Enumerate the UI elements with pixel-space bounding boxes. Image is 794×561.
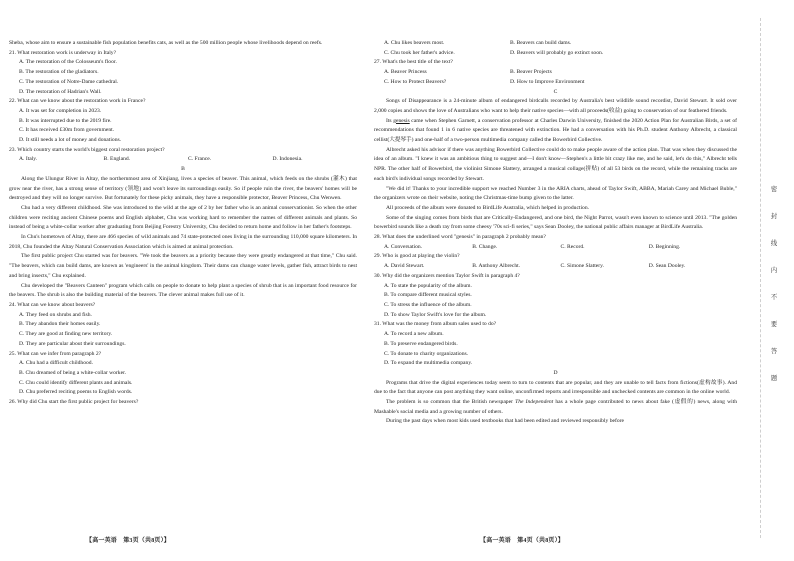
passage-d-paragraph-1: Programs that drive the digital experiences today seem to turn to contents that are popular, and they are unable to tell facts from fictions(虚构故事). And due to the fact that anyone can post anything they want online, unconfirmed reports and irresponsible and unchecked contents are common in the online world. [374, 379, 737, 396]
passage-b-paragraph-4: The first public project Chu started was for beavers. "We took the beavers as a priority because they were greatly endangered at that time," Chu said. "The beavers, which can build dams, are known as 'engineers' in the animal kingdom. Their dams can change water levels, gather fish, attract birds to nest and bring insects," Chu explained. [9, 253, 357, 279]
p2-prefix: Its [386, 117, 394, 124]
passage-a-ending: Sheba, whose aim to ensure a sustainable fish population benefits cats, as well as the 500 million people whose livelihoods depend on reefs. [9, 40, 323, 46]
q26-options-row-1 [374, 39, 737, 49]
q27-option-c: C. How to Protect Beavers? [384, 78, 447, 85]
q29-option-a: A. David Stewart. [384, 263, 425, 270]
question-26: 26. Why did Chu start the first public project for beavers? [9, 399, 139, 406]
seal-line-notice [769, 185, 779, 401]
question-21: 21. What restoration work is underway in Italy? [9, 49, 117, 56]
q25-option-b: B. Chu dreamed of being a white-collar worker. [19, 369, 127, 376]
passage-c-paragraph-6: Some of the singing comes from birds that are Critically-Endangered, and one bird, the Night Parrot, wasn't even known to science until 2013. "The golden bowerbird sounds like a death ray from some cheesy '70s sci-fi series," says Sean Dooley, the national public affairs manager at BirdLife Australia. [374, 214, 737, 231]
question-28: 28. What does the underlined word "genesis" in paragraph 2 probably mean? [374, 234, 546, 241]
seal-char-2: 封 [770, 213, 778, 220]
q24-option-c: C. They are good at finding new territory. [19, 331, 113, 338]
q21-option-c: C. The restoration of Notre-Dame cathedral. [19, 78, 119, 85]
d2-suffix: has a whole page contributed to news about fake (虚假的) news, along with Mashable's social media and a growing number of others. [374, 399, 738, 415]
q23-option-c: C. France. [188, 156, 212, 163]
q29-option-d: D. Sean Dooley. [648, 263, 686, 270]
passage-c-paragraph-3: Albrecht asked his advisor if there was anything Bowerbird Collective could do to make people aware of the action plan. That was when they discussed the idea of an album. "I knew it was an ambitious thing to suggest and—I don't know—Stephen's a little bit crazy like me, and he said, let's do this," Albrecht tells NPR. The other half of Bowerbird, the violinist Simone Slattery, arranged a musical collage(拼贴) of all 53 birds on the record, while the remaining tracks are each bird's individual songs recorded by Stewart. [374, 146, 737, 182]
q24-option-b: B. They abandon their homes easily. [19, 321, 101, 328]
q31-option-d: D. To expand the multimedia company. [384, 360, 473, 367]
seal-char-4: 内 [770, 267, 778, 274]
seal-char-1: 密 [770, 186, 778, 193]
seal-char-3: 线 [770, 240, 778, 247]
passage-b-paragraph-1: Along the Ulungur River in Altay, the northernmost area of Xinjiang, lives a species of beaver. This animal, which feeds on the shrubs (灌木) that grow near the river, has a strong sense of territory (领地) and won't leave its surroundings easily. So if people ruin the river, the beavers' homes will be destroyed and they will no longer survive. But fortunately for these picky animals, they have a responsible protector, Beaver Princess, Chu Wenwen. [9, 175, 357, 202]
passage-c-paragraph-1: Songs of Disappearance is a 24-minute album of endangered birdcalls recorded by Australia's best wildlife sound recordist, David Stewart. It sold over 2,000 copies and shows the love of Australians who want to help their native species—with all proceeds(收益) going to conservation of our feathered friends. [374, 98, 737, 114]
seal-char-6: 要 [770, 321, 778, 328]
q23-options [9, 155, 357, 165]
q27-options-row-1 [374, 68, 737, 78]
q30-option-b: B. To compare different musical styles. [384, 292, 472, 299]
q29-option-c: C. Simone Slattery. [560, 263, 604, 270]
q28-option-b: B. Change. [472, 243, 498, 250]
q30-option-d: D. To show Taylor Swift's love for the album. [384, 311, 487, 318]
section-d-heading: D [553, 369, 558, 376]
q30-option-a: A. To state the popularity of the album. [384, 282, 472, 289]
question-22: 22. What can we know about the restoration work in France? [9, 98, 146, 105]
q27-options-row-2 [374, 78, 737, 88]
q22-option-a: A. It was set for completion in 2023. [19, 107, 102, 114]
question-29: 29. Who is good at playing the violin? [374, 253, 460, 260]
q27-option-a: A. Beaver Princess [384, 69, 427, 76]
p2-suffix: came when Stephen Garnett, a conservation professor at Charles Darwin University, finished the 2020 Action Plan for Australian Birds, a set of recommendations that found 1 in 6 native species are threatened with extinction. He had a conversation with his Ph.D. student Anthony Albrecht, a classical cellist(大提琴手) and one-half of a two-person multimedia company called the Bowerbird Collective. [374, 117, 737, 144]
passage-b-paragraph-3: In Chu's hometown of Altay, there are 466 species of wild animals and 74 state-protected ones living in the surrounding 110,000 square kilometers. In 2018, Chu founded the Altay Natural Conservation Association which is aimed at animal protection. [9, 234, 357, 250]
q29-options [374, 262, 737, 272]
q31-option-b: B. To preserve endangered birds. [384, 340, 458, 347]
passage-c-paragraph-5: All proceeds of the album were donated to BirdLife Australia, which helped in production. [386, 204, 590, 211]
q25-option-a: A. Chu had a difficult childhood. [19, 360, 94, 367]
q21-option-d: D. The restoration of Hadrian's Wall. [19, 88, 102, 95]
q28-option-d: D. Beginning. [648, 243, 681, 250]
q22-option-d: D. It still needs a lot of money and donations. [19, 137, 122, 144]
underlined-word-genesis: genesis [393, 117, 410, 124]
question-27: 27. What's the best title of the text? [374, 59, 453, 66]
q22-option-b: B. It was interrupted due to the 2019 fire. [19, 117, 112, 124]
question-25: 25. What can we infer from paragraph 2? [9, 350, 102, 357]
passage-d-paragraph-2 [374, 398, 737, 417]
q25-option-c: C. Chu could identify different plants and animals. [19, 379, 133, 386]
q27-option-b: B. Beaver Projects [510, 69, 552, 76]
page-footer-left: 【高一英语 第3页（共8页）】 [86, 538, 171, 544]
q31-option-a: A. To record a new album. [384, 331, 444, 338]
q24-option-a: A. They feed on shrubs and fish. [19, 311, 92, 318]
q21-option-a: A. The restoration of the Colosseum's floor. [19, 59, 117, 66]
q21-option-b: B. The restoration of the gladiators. [19, 69, 99, 76]
right-column [374, 39, 737, 427]
section-c-heading: C [553, 88, 558, 95]
q23-option-d: D. Indonesia. [272, 156, 303, 163]
q28-option-c: C. Record. [560, 243, 585, 250]
binding-line [760, 18, 762, 538]
q28-options [374, 243, 737, 253]
q26-option-c: C. Chu took her father's advice. [384, 49, 455, 56]
section-b-heading: B [181, 166, 185, 173]
passage-c-paragraph-2 [374, 117, 737, 146]
question-31: 31. What was the money from album sales used to do? [374, 321, 497, 328]
q22-option-c: C. It has received £30m from government. [19, 127, 115, 134]
page-footer-right: 【高一英语 第4页（共8页）】 [480, 538, 565, 544]
q30-option-c: C. To stress the influence of the album. [384, 301, 472, 308]
passage-c-paragraph-4: "We did it! Thanks to your incredible support we reached Number 3 in the ARIA charts, ahead of Taylor Swift, ABBA, Mariah Carey and Michael Buble," the organizers wrote on their website, noting the Christmas-time bump given to the latter. [374, 185, 737, 202]
seal-char-7: 答 [770, 348, 778, 355]
question-30: 30. Why did the organizers mention Taylor Swift in paragraph 4? [374, 272, 520, 279]
left-column [9, 39, 357, 408]
question-23: 23. Which country starts the world's biggest coral restoration project? [9, 146, 165, 153]
passage-b-paragraph-5: Chu developed the "Beavers Canteen" program which calls on people to donate to help plant a species of shrub that is an important food resource for the beavers. The shrub is also the building material of the beavers. The clever animal makes full use of it. [9, 282, 357, 299]
q23-option-b: B. England. [103, 156, 131, 163]
q26-option-a: A. Chu likes beavers most. [384, 40, 445, 46]
q25-option-d: D. Chu preferred reciting poems to English words. [19, 389, 133, 396]
q24-option-d: D. They are particular about their surroundings. [19, 340, 126, 347]
passage-b-paragraph-2: Chu had a very different childhood. She was introduced to the wild at the age of 2 by her father who is an animal conservationist. So when the other children were reciting ancient Chinese poems and English alphabet, Chu was working hard to remember the names of different animals and plants. So instead of being a white-collar worker after graduating from Beijing Forestry University, Chu decided to return home and follow in her father's footsteps. [9, 204, 357, 231]
q26-options-row-2 [374, 49, 737, 59]
q26-option-b: B. Beavers can build dams. [510, 40, 572, 46]
seal-char-5: 不 [770, 294, 778, 301]
newspaper-name: The Independent [515, 399, 554, 406]
passage-d-paragraph-3: During the past days when most kids used textbooks that had been edited and reviewed responsibly before [386, 418, 624, 425]
question-24: 24. What can we know about beavers? [9, 301, 96, 308]
q29-option-b: B. Anthony Albrecht. [472, 263, 521, 270]
q26-option-d: D. Beavers will probably go extinct soon. [510, 49, 604, 56]
seal-char-8: 题 [770, 375, 778, 382]
q28-option-a: A. Conversation. [384, 243, 423, 250]
q23-option-a: A. Italy. [19, 156, 38, 163]
q31-option-c: C. To donate to charity organizations. [384, 350, 469, 357]
d2-prefix: The problem is so common that the British newspaper [386, 399, 516, 406]
q27-option-d: D. How to Improve Environment [510, 78, 585, 85]
